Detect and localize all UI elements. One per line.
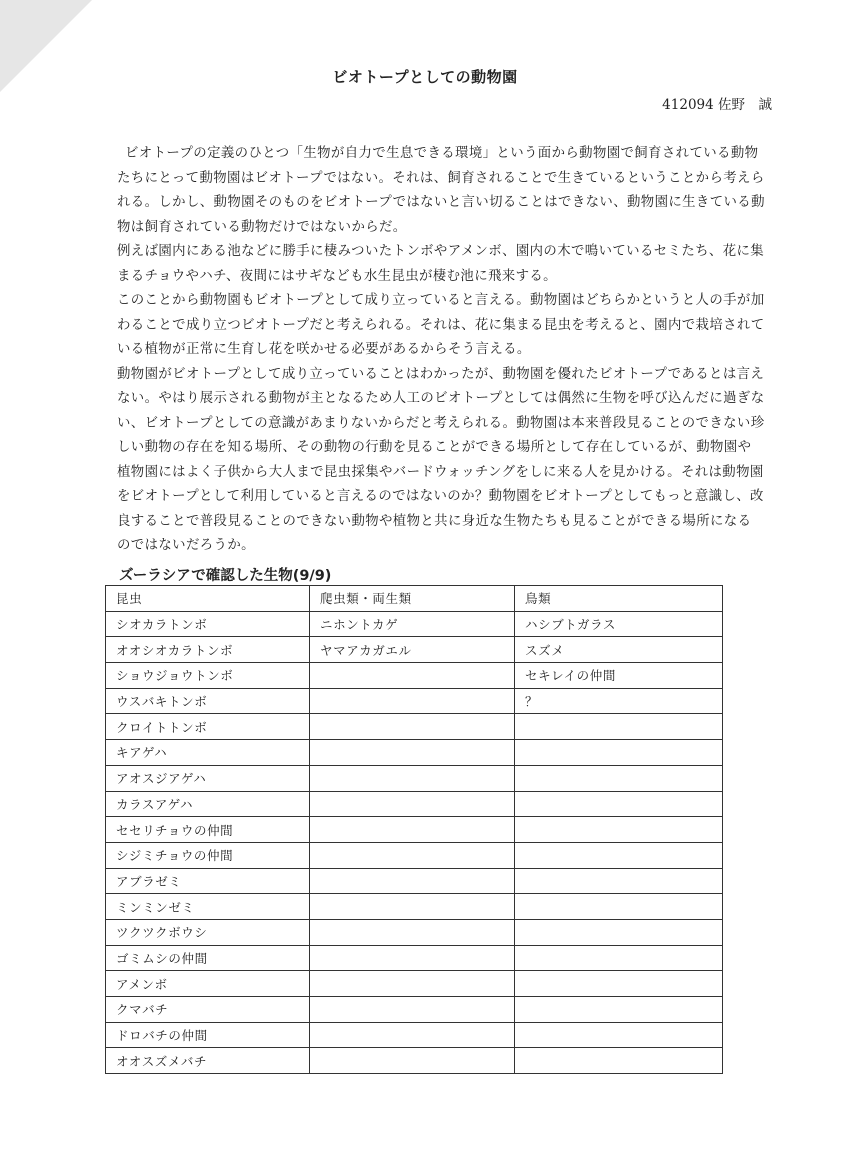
bird-cell xyxy=(515,945,723,971)
essay-body xyxy=(117,142,765,559)
reptile-amphibian-cell xyxy=(310,663,515,689)
table-row xyxy=(106,868,723,894)
insect-cell: アブラゼミ xyxy=(106,868,310,894)
document-title: ビオトープとしての動物園 xyxy=(332,68,518,86)
reptile-amphibian-cell xyxy=(310,945,515,971)
paragraph: ビオトープの定義のひとつ「生物が自力で生息できる環境」という面から動物園で飼育されている動物たちにとって動物園はビオトープではない。それは、飼育されることで生きているということから考えられる。しかし、動物園そのものをビオトープではないと言い切ることはできない、動物園に生きている動物は飼育されている動物だけではないからだ。 xyxy=(117,146,765,235)
bird-cell xyxy=(515,1048,723,1074)
bird-cell: ？ xyxy=(515,688,723,714)
reptile-amphibian-cell xyxy=(310,868,515,894)
insect-cell: キアゲハ xyxy=(106,740,310,766)
bird-cell xyxy=(515,714,723,740)
reptile-amphibian-cell xyxy=(310,1022,515,1048)
bird-cell xyxy=(515,842,723,868)
paragraph: 例えば園内にある池などに勝手に棲みついたトンボやアメンボ、園内の木で鳴いているセミたち、花に集まるチョウやハチ、夜間にはサギなども水生昆虫が棲む池に飛来する。 xyxy=(117,244,765,284)
reptile-amphibian-cell xyxy=(310,1048,515,1074)
bird-cell: ハシブトガラス xyxy=(515,611,723,637)
reptile-amphibian-cell: ヤマアカガエル xyxy=(310,637,515,663)
insect-cell: ゴミムシの仲間 xyxy=(106,945,310,971)
bird-cell xyxy=(515,817,723,843)
insect-cell: オオスズメバチ xyxy=(106,1048,310,1074)
reptile-amphibian-cell xyxy=(310,740,515,766)
table-row xyxy=(106,791,723,817)
bird-cell xyxy=(515,997,723,1023)
insect-cell: アメンボ xyxy=(106,971,310,997)
bird-cell xyxy=(515,791,723,817)
table-row xyxy=(106,688,723,714)
reptile-amphibian-cell xyxy=(310,997,515,1023)
table-row xyxy=(106,945,723,971)
reptile-amphibian-cell xyxy=(310,765,515,791)
table-row xyxy=(106,740,723,766)
reptile-amphibian-cell: ニホントカゲ xyxy=(310,611,515,637)
table-body xyxy=(106,611,723,1073)
bird-cell xyxy=(515,765,723,791)
insect-cell: カラスアゲハ xyxy=(106,791,310,817)
bird-cell xyxy=(515,919,723,945)
table-row xyxy=(106,817,723,843)
insect-cell: シオカラトンボ xyxy=(106,611,310,637)
table-row xyxy=(106,714,723,740)
reptile-amphibian-cell xyxy=(310,817,515,843)
bird-cell xyxy=(515,971,723,997)
bird-cell xyxy=(515,740,723,766)
insect-cell: ドロバチの仲間 xyxy=(106,1022,310,1048)
table-title: ズーラシアで確認した生物(9/9) xyxy=(119,568,332,584)
reptile-amphibian-cell xyxy=(310,688,515,714)
table-row xyxy=(106,611,723,637)
table-row xyxy=(106,637,723,663)
table-row xyxy=(106,1048,723,1074)
bird-cell: セキレイの仲間 xyxy=(515,663,723,689)
reptile-amphibian-cell xyxy=(310,919,515,945)
insect-cell: ツクツクボウシ xyxy=(106,919,310,945)
insect-cell: ウスバキトンボ xyxy=(106,688,310,714)
insect-cell: クロイトトンボ xyxy=(106,714,310,740)
table-row xyxy=(106,971,723,997)
table-row xyxy=(106,663,723,689)
table-row xyxy=(106,765,723,791)
column-header-birds: 鳥類 xyxy=(515,586,723,612)
table-row xyxy=(106,919,723,945)
reptile-amphibian-cell xyxy=(310,971,515,997)
column-header-reptiles-amphibians: 爬虫類・両生類 xyxy=(310,586,515,612)
insect-cell: クマバチ xyxy=(106,997,310,1023)
reptile-amphibian-cell xyxy=(310,842,515,868)
species-table xyxy=(105,585,723,1074)
insect-cell: シジミチョウの仲間 xyxy=(106,842,310,868)
table-header-row xyxy=(106,586,723,612)
reptile-amphibian-cell xyxy=(310,714,515,740)
insect-cell: アオスジアゲハ xyxy=(106,765,310,791)
paragraph: このことから動物園もビオトープとして成り立っていると言える。動物園はどちらかというと人の手が加わることで成り立つビオトープだと考えられる。それは、花に集まる昆虫を考えると、園内で栽培されている植物が正常に生育し花を咲かせる必要があるからそう言える。 xyxy=(117,293,765,357)
bird-cell xyxy=(515,868,723,894)
table-row xyxy=(106,842,723,868)
column-header-insects: 昆虫 xyxy=(106,586,310,612)
bird-cell: スズメ xyxy=(515,637,723,663)
table-row xyxy=(106,894,723,920)
insect-cell: ショウジョウトンボ xyxy=(106,663,310,689)
table-row xyxy=(106,997,723,1023)
table-row xyxy=(106,1022,723,1048)
insect-cell: オオシオカラトンボ xyxy=(106,637,310,663)
bird-cell xyxy=(515,1022,723,1048)
insect-cell: セセリチョウの仲間 xyxy=(106,817,310,843)
insect-cell: ミンミンゼミ xyxy=(106,894,310,920)
reptile-amphibian-cell xyxy=(310,894,515,920)
bird-cell xyxy=(515,894,723,920)
reptile-amphibian-cell xyxy=(310,791,515,817)
paragraph: 動物園がビオトープとして成り立っていることはわかったが、動物園を優れたビオトープであるとは言えない。やはり展示される動物が主となるため人工のビオトープとしては偶然に生物を呼び込んだに過ぎない、ビオトープとしての意識があまりないからだと考えられる。動物園は本来普段見ることのできない珍しい動物の存在を知る場所、その動物の行動を見ることができる場所として存在しているが、動物園や植物園にはよく子供から大人まで昆虫採集やバードウォッチングをしに来る人を見かける。それは動物園をビオトープとして利用していると言えるのではないのか？動物園をビオトープとしてもっと意識し、改良することで普段見ることのできない動物や植物と共に身近な生物たちも見ることができる場所になるのではないだろうか。 xyxy=(117,366,765,553)
author-line: 412094 佐野 誠 xyxy=(662,97,772,113)
